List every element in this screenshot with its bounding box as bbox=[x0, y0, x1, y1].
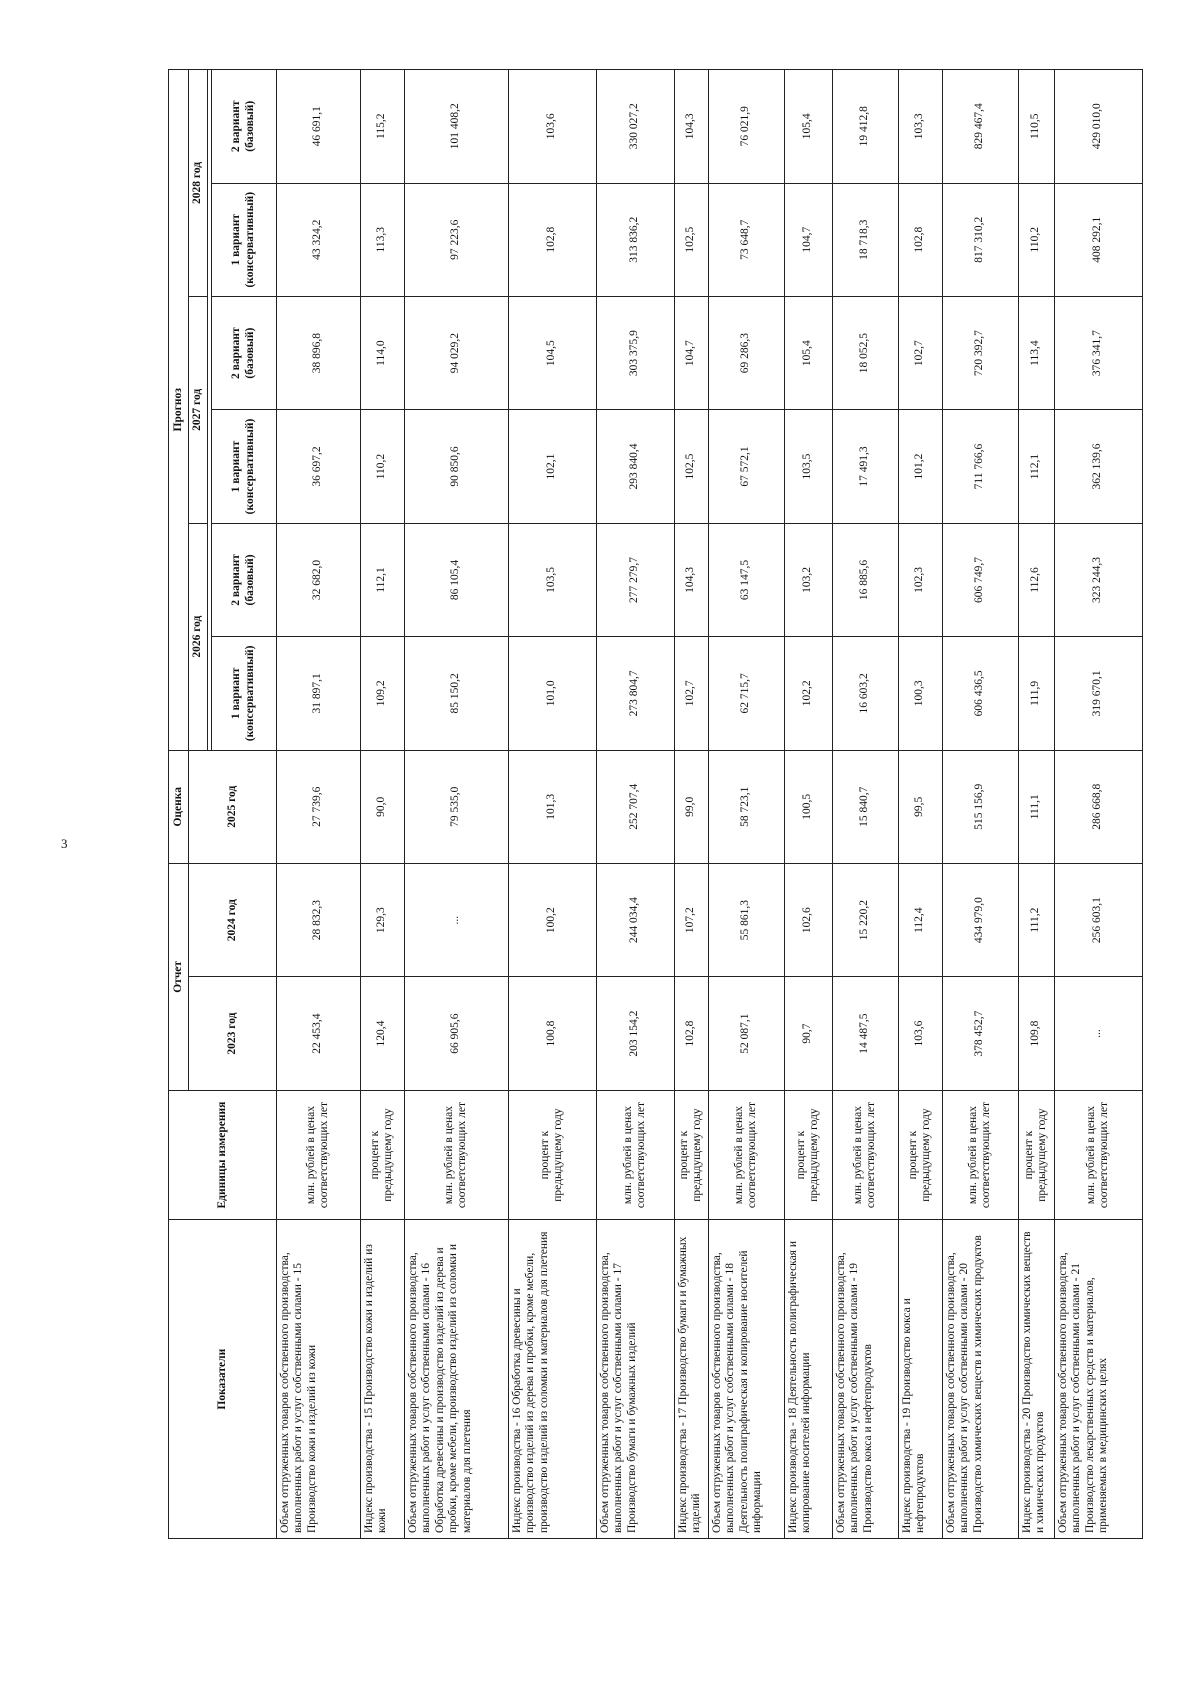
value-cell: 38 896,8 bbox=[276, 296, 360, 409]
value-cell: 102,8 bbox=[508, 183, 596, 296]
value-cell: 256 603,1 bbox=[1054, 863, 1142, 976]
value-cell: 606 749,7 bbox=[942, 523, 1018, 636]
table-row bbox=[360, 70, 404, 1539]
header-unit: Единицы измерения bbox=[169, 1090, 277, 1220]
value-cell: 115,2 bbox=[360, 70, 404, 184]
value-cell: 69 286,3 bbox=[708, 296, 784, 409]
header-forecast: Прогноз bbox=[169, 70, 189, 751]
value-cell: 101,2 bbox=[898, 410, 942, 523]
value-cell: 90,0 bbox=[360, 750, 404, 863]
value-cell: 14 487,5 bbox=[832, 977, 898, 1090]
value-cell: 27 739,6 bbox=[276, 750, 360, 863]
indicator-cell: Индекс производства - 17 Производство бумаги и бумажных изделий bbox=[674, 1220, 708, 1539]
value-cell: 73 648,7 bbox=[708, 183, 784, 296]
value-cell: 102,8 bbox=[674, 977, 708, 1090]
value-cell: 15 840,7 bbox=[832, 750, 898, 863]
value-cell: 99,0 bbox=[674, 750, 708, 863]
value-cell: 102,8 bbox=[898, 183, 942, 296]
value-cell: 100,3 bbox=[898, 637, 942, 750]
value-cell: 103,2 bbox=[784, 523, 832, 636]
value-cell: 46 691,1 bbox=[276, 70, 360, 184]
page-number: 3 bbox=[61, 836, 68, 851]
value-cell: 104,5 bbox=[508, 296, 596, 409]
unit-cell: млн. рублей в ценах соответствующих лет bbox=[708, 1090, 784, 1220]
value-cell: 434 979,0 bbox=[942, 863, 1018, 976]
value-cell: 829 467,4 bbox=[942, 70, 1018, 184]
value-cell: 103,5 bbox=[784, 410, 832, 523]
value-cell: 323 244,3 bbox=[1054, 523, 1142, 636]
rotated-table-container bbox=[168, 69, 1111, 1539]
value-cell: 429 010,0 bbox=[1054, 70, 1142, 184]
header-year-2027: 2027 год bbox=[189, 296, 208, 523]
header-2027-variant1: 1 вариант (консервативный) bbox=[211, 410, 276, 523]
value-cell: 66 905,6 bbox=[404, 977, 508, 1090]
unit-cell: процент к предыдущему году bbox=[898, 1090, 942, 1220]
value-cell: 101,3 bbox=[508, 750, 596, 863]
value-cell: 17 491,3 bbox=[832, 410, 898, 523]
forecast-table bbox=[168, 69, 1143, 1539]
value-cell: 102,2 bbox=[784, 637, 832, 750]
value-cell: 313 836,2 bbox=[596, 183, 674, 296]
header-year-2025: 2025 год bbox=[189, 750, 277, 863]
header-estimate: Оценка bbox=[169, 750, 189, 863]
value-cell: 244 034,4 bbox=[596, 863, 674, 976]
value-cell: 103,6 bbox=[898, 977, 942, 1090]
table-row bbox=[1054, 70, 1142, 1539]
value-cell: 86 105,4 bbox=[404, 523, 508, 636]
value-cell: 303 375,9 bbox=[596, 296, 674, 409]
table-row bbox=[674, 70, 708, 1539]
value-cell: 286 668,8 bbox=[1054, 750, 1142, 863]
value-cell: 16 603,2 bbox=[832, 637, 898, 750]
unit-cell: процент к предыдущему году bbox=[360, 1090, 404, 1220]
unit-cell: млн. рублей в ценах соответствующих лет bbox=[404, 1090, 508, 1220]
value-cell: 104,7 bbox=[784, 183, 832, 296]
value-cell: ... bbox=[1054, 977, 1142, 1090]
value-cell: 18 052,5 bbox=[832, 296, 898, 409]
value-cell: 376 341,7 bbox=[1054, 296, 1142, 409]
value-cell: 110,5 bbox=[1018, 70, 1054, 184]
value-cell: 102,7 bbox=[674, 637, 708, 750]
value-cell: 32 682,0 bbox=[276, 523, 360, 636]
value-cell: 100,2 bbox=[508, 863, 596, 976]
value-cell: 36 697,2 bbox=[276, 410, 360, 523]
value-cell: ... bbox=[404, 863, 508, 976]
table-row bbox=[708, 70, 784, 1539]
value-cell: 129,3 bbox=[360, 863, 404, 976]
value-cell: 817 310,2 bbox=[942, 183, 1018, 296]
value-cell: 109,2 bbox=[360, 637, 404, 750]
value-cell: 15 220,2 bbox=[832, 863, 898, 976]
table-row bbox=[404, 70, 508, 1539]
value-cell: 277 279,7 bbox=[596, 523, 674, 636]
value-cell: 378 452,7 bbox=[942, 977, 1018, 1090]
table-body bbox=[276, 70, 1142, 1539]
value-cell: 85 150,2 bbox=[404, 637, 508, 750]
value-cell: 63 147,5 bbox=[708, 523, 784, 636]
value-cell: 43 324,2 bbox=[276, 183, 360, 296]
unit-cell: процент к предыдущему году bbox=[508, 1090, 596, 1220]
table-row bbox=[942, 70, 1018, 1539]
value-cell: 103,5 bbox=[508, 523, 596, 636]
value-cell: 22 453,4 bbox=[276, 977, 360, 1090]
value-cell: 62 715,7 bbox=[708, 637, 784, 750]
value-cell: 103,3 bbox=[898, 70, 942, 184]
value-cell: 110,2 bbox=[1018, 183, 1054, 296]
value-cell: 79 535,0 bbox=[404, 750, 508, 863]
unit-cell: процент к предыдущему году bbox=[674, 1090, 708, 1220]
indicator-cell: Индекс производства - 20 Производство химических веществ и химических продуктов bbox=[1018, 1220, 1054, 1539]
unit-cell: млн. рублей в ценах соответствующих лет bbox=[942, 1090, 1018, 1220]
value-cell: 114,0 bbox=[360, 296, 404, 409]
value-cell: 52 087,1 bbox=[708, 977, 784, 1090]
header-year-2024: 2024 год bbox=[189, 863, 277, 976]
indicator-cell: Объем отгруженных товаров собственного производства, выполненных работ и услуг собственными силами - 19 Производство кокса и нефтепродуктов bbox=[832, 1220, 898, 1539]
table-row bbox=[1018, 70, 1054, 1539]
unit-cell: процент к предыдущему году bbox=[784, 1090, 832, 1220]
value-cell: 100,5 bbox=[784, 750, 832, 863]
value-cell: 55 861,3 bbox=[708, 863, 784, 976]
value-cell: 515 156,9 bbox=[942, 750, 1018, 863]
header-2028-variant1: 1 вариант (консервативный) bbox=[211, 183, 276, 296]
value-cell: 104,3 bbox=[674, 523, 708, 636]
value-cell: 105,4 bbox=[784, 296, 832, 409]
value-cell: 102,5 bbox=[674, 410, 708, 523]
indicator-cell: Индекс производства - 18 Деятельность полиграфическая и копирование носителей информации bbox=[784, 1220, 832, 1539]
value-cell: 101,0 bbox=[508, 637, 596, 750]
value-cell: 31 897,1 bbox=[276, 637, 360, 750]
header-2027-variant2: 2 вариант (базовый) bbox=[211, 296, 276, 409]
value-cell: 408 292,1 bbox=[1054, 183, 1142, 296]
value-cell: 102,5 bbox=[674, 183, 708, 296]
value-cell: 101 408,2 bbox=[404, 70, 508, 184]
header-indicator: Показатели bbox=[169, 1220, 277, 1539]
value-cell: 16 885,6 bbox=[832, 523, 898, 636]
value-cell: 97 223,6 bbox=[404, 183, 508, 296]
header-year-2028: 2028 год bbox=[189, 70, 208, 297]
value-cell: 103,6 bbox=[508, 70, 596, 184]
header-2026-variant2: 2 вариант (базовый) bbox=[211, 523, 276, 636]
value-cell: 319 670,1 bbox=[1054, 637, 1142, 750]
value-cell: 112,6 bbox=[1018, 523, 1054, 636]
value-cell: 112,4 bbox=[898, 863, 942, 976]
value-cell: 76 021,9 bbox=[708, 70, 784, 184]
value-cell: 113,4 bbox=[1018, 296, 1054, 409]
value-cell: 99,5 bbox=[898, 750, 942, 863]
value-cell: 104,3 bbox=[674, 70, 708, 184]
indicator-cell: Объем отгруженных товаров собственного производства, выполненных работ и услуг собственными силами - 18 Деятельность полиграфическая и копирование носителей информации bbox=[708, 1220, 784, 1539]
value-cell: 18 718,3 bbox=[832, 183, 898, 296]
value-cell: 720 392,7 bbox=[942, 296, 1018, 409]
value-cell: 107,2 bbox=[674, 863, 708, 976]
value-cell: 104,7 bbox=[674, 296, 708, 409]
unit-cell: млн. рублей в ценах соответствующих лет bbox=[1054, 1090, 1142, 1220]
indicator-cell: Объем отгруженных товаров собственного производства, выполненных работ и услуг собственными силами - 16 Обработка древесины и производство изделий из дерева и пробки, кроме мебели, производство изделий из соломки и материалов для плетения bbox=[404, 1220, 508, 1539]
table-row bbox=[276, 70, 360, 1539]
value-cell: 111,1 bbox=[1018, 750, 1054, 863]
value-cell: 90 850,6 bbox=[404, 410, 508, 523]
table-row bbox=[596, 70, 674, 1539]
unit-cell: млн. рублей в ценах соответствующих лет bbox=[596, 1090, 674, 1220]
value-cell: 711 766,6 bbox=[942, 410, 1018, 523]
value-cell: 606 436,5 bbox=[942, 637, 1018, 750]
indicator-cell: Объем отгруженных товаров собственного производства, выполненных работ и услуг собственными силами - 17 Производство бумаги и бумажных изделий bbox=[596, 1220, 674, 1539]
value-cell: 120,4 bbox=[360, 977, 404, 1090]
table-row bbox=[898, 70, 942, 1539]
value-cell: 58 723,1 bbox=[708, 750, 784, 863]
value-cell: 252 707,4 bbox=[596, 750, 674, 863]
indicator-cell: Индекс производства - 15 Производство кожи и изделий из кожи bbox=[360, 1220, 404, 1539]
unit-cell: млн. рублей в ценах соответствующих лет bbox=[832, 1090, 898, 1220]
value-cell: 67 572,1 bbox=[708, 410, 784, 523]
value-cell: 94 029,2 bbox=[404, 296, 508, 409]
value-cell: 113,3 bbox=[360, 183, 404, 296]
table-row bbox=[508, 70, 596, 1539]
value-cell: 102,6 bbox=[784, 863, 832, 976]
value-cell: 330 027,2 bbox=[596, 70, 674, 184]
header-2028-variant2: 2 вариант (базовый) bbox=[211, 70, 276, 184]
value-cell: 19 412,8 bbox=[832, 70, 898, 184]
value-cell: 273 804,7 bbox=[596, 637, 674, 750]
value-cell: 102,7 bbox=[898, 296, 942, 409]
table-header bbox=[169, 70, 277, 1539]
header-report: Отчет bbox=[169, 863, 189, 1090]
value-cell: 102,3 bbox=[898, 523, 942, 636]
indicator-cell: Индекс производства - 16 Обработка древесины и производство изделий из дерева и пробки, кроме мебели, производство изделий из соломки и материалов для плетения bbox=[508, 1220, 596, 1539]
value-cell: 110,2 bbox=[360, 410, 404, 523]
value-cell: 90,7 bbox=[784, 977, 832, 1090]
header-year-2023: 2023 год bbox=[189, 977, 277, 1090]
header-2026-variant1: 1 вариант (консервативный) bbox=[211, 637, 276, 750]
value-cell: 100,8 bbox=[508, 977, 596, 1090]
indicator-cell: Объем отгруженных товаров собственного производства, выполненных работ и услуг собственными силами - 21 Производство лекарственных средств и материалов, применяемых в медицинских целях bbox=[1054, 1220, 1142, 1539]
value-cell: 111,2 bbox=[1018, 863, 1054, 976]
value-cell: 28 832,3 bbox=[276, 863, 360, 976]
value-cell: 293 840,4 bbox=[596, 410, 674, 523]
header-year-2026: 2026 год bbox=[189, 523, 208, 750]
value-cell: 112,1 bbox=[1018, 410, 1054, 523]
unit-cell: млн. рублей в ценах соответствующих лет bbox=[276, 1090, 360, 1220]
table-row bbox=[784, 70, 832, 1539]
indicator-cell: Объем отгруженных товаров собственного производства, выполненных работ и услуг собственными силами - 20 Производство химических веществ и химических продуктов bbox=[942, 1220, 1018, 1539]
value-cell: 105,4 bbox=[784, 70, 832, 184]
value-cell: 111,9 bbox=[1018, 637, 1054, 750]
value-cell: 362 139,6 bbox=[1054, 410, 1142, 523]
value-cell: 112,1 bbox=[360, 523, 404, 636]
table-row bbox=[832, 70, 898, 1539]
unit-cell: процент к предыдущему году bbox=[1018, 1090, 1054, 1220]
value-cell: 203 154,2 bbox=[596, 977, 674, 1090]
value-cell: 102,1 bbox=[508, 410, 596, 523]
value-cell: 109,8 bbox=[1018, 977, 1054, 1090]
indicator-cell: Индекс производства - 19 Производство кокса и нефтепродуктов bbox=[898, 1220, 942, 1539]
indicator-cell: Объем отгруженных товаров собственного производства, выполненных работ и услуг собственными силами - 15 Производство кожи и изделий из кожи bbox=[276, 1220, 360, 1539]
